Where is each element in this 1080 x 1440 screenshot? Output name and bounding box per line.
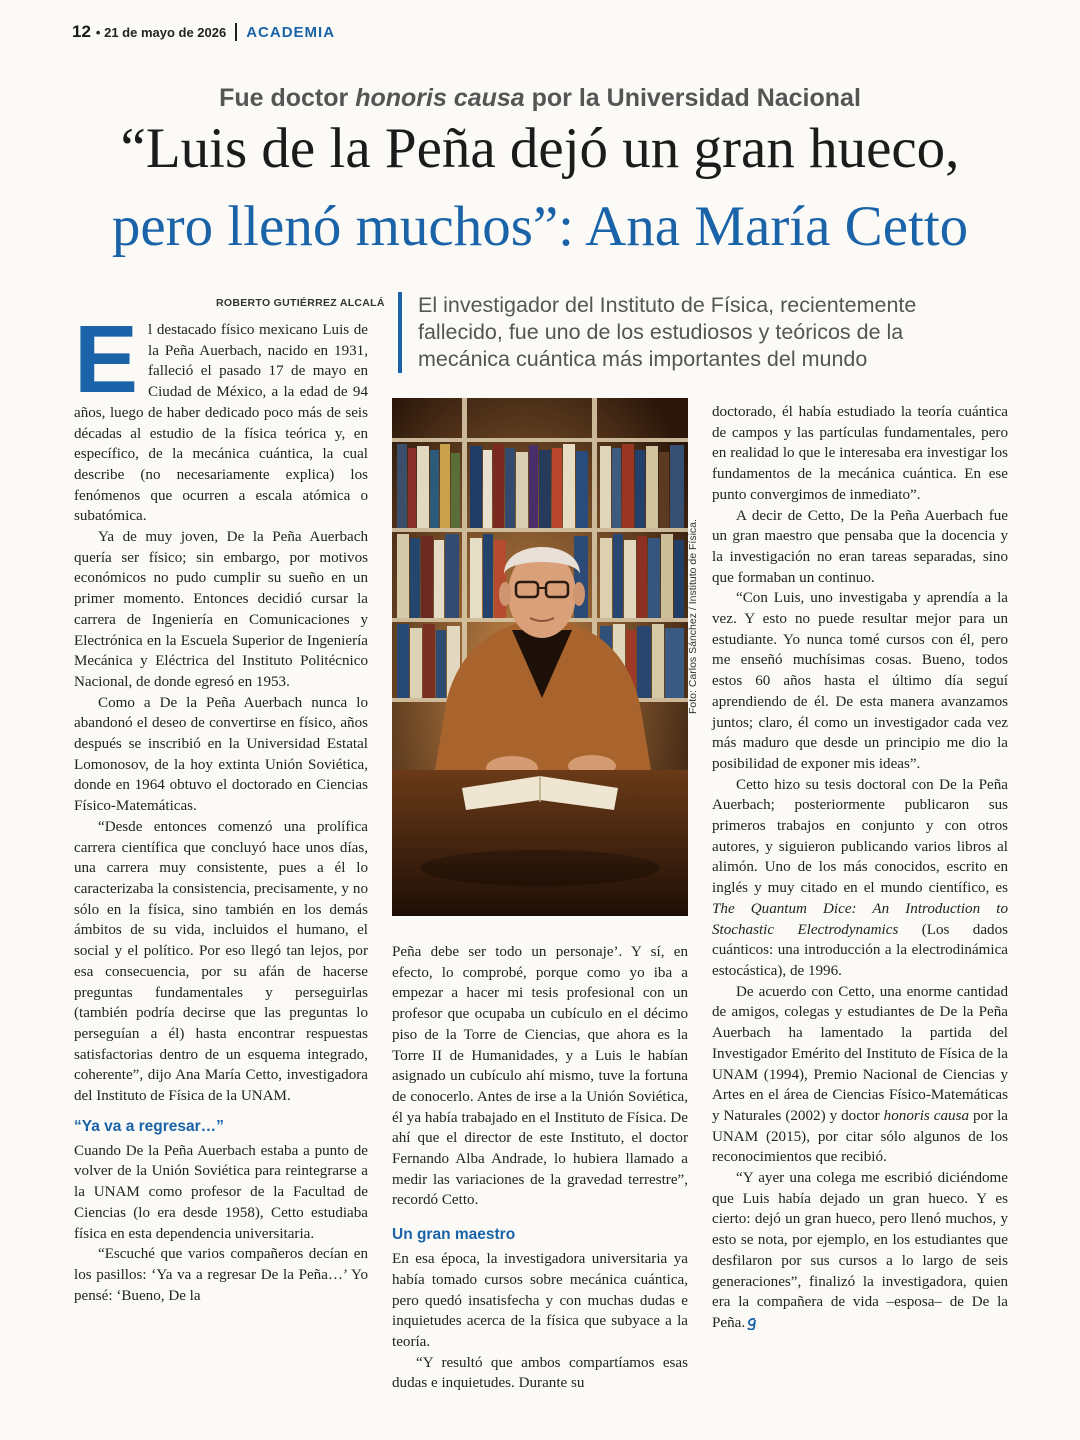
paragraph-7: Peña debe ser todo un personaje’. Y sí, en efecto, lo comprobé, porque como yo iba a empezar a hacer mi tesis profesional con un profesor que ocupaba un cubículo en el décimo piso de la Torre de Ciencias, que ahora es la Torre II de Humanidades, y a Luis le habían asignado un cubículo ahí mismo, tuve la fortuna de conocerlo. Antes de irse a la Unión Soviética, él ya había trabajado en el Instituto de Física. De ahí que el director de este Instituto, el doctor Fernando Alba Andrade, lo hubiera llamado a medir las variaciones de la gravedad terrestre”, recordó Cetto. xyxy=(392,944,688,1209)
paragraph-14 xyxy=(712,982,1008,1168)
headline-line-2: pero llenó muchos”: Ana María Cetto xyxy=(111,195,969,258)
kicker-italic: honoris causa xyxy=(355,84,525,112)
paragraph-6: “Escuché que varios compañeros decían en los pasillos: ‘Ya va a regresar De la Peña…’ Yo pensé: ‘Bueno, De la xyxy=(74,1246,368,1304)
paragraph-14-text-b: por la UNAM (2015), por citar sólo algunos de los reconocimientos que recibió. xyxy=(712,1107,1009,1166)
portrait-illustration xyxy=(392,398,688,916)
paragraph-15-text: “Y ayer una colega me escribió diciéndome que Luis había dejado un gran hueco. Y es cierto: dejó un gran hueco, pero llenó muchos, y esto se nota, por ejemplo, en los estudiantes que desfilaron por sus cursos a lo largo de seis generaciones”, finalizó la investigadora, quien era la compañera de vida –esposa– de De la Peña. xyxy=(712,1170,1008,1331)
paragraph-12: “Con Luis, uno investigaba y aprendía a la vez. Y esto no puede resultar mejor para un estudiante. Yo nunca tomé cursos con él, pero me enseñó muchísimas cosas. Bueno, todos estos 60 años hasta el último día seguí aprendiendo de él. De esta manera avanzamos juntos; claro, él como un investigador cada vez más maduro que desde un principio me dio la posibilidad de exponer mis ideas”. xyxy=(712,590,1008,772)
deck-summary: El investigador del Instituto de Física, recientemente fallecido, fue uno de los estudiosos y teóricos de la mecánica cuántica más importantes del mundo xyxy=(398,292,998,373)
paragraph-13-text-a: Cetto hizo su tesis doctoral con De la Peña Auerbach; posteriormente publicaron sus primeros trabajos en conjunto y con otros autores, y siguieron publicando varios libros al alimón. Uno de los más conocidos, escrito en inglés y muy citado en el mundo científico, es xyxy=(712,776,1008,897)
paragraph-5: Cuando De la Peña Auerbach estaba a punto de volver de la Unión Soviética para reintegrarse a la UNAM como profesor de la Facultad de Ciencias (lo era desde 1958), Cetto estudiaba física en esta dependencia universitaria. xyxy=(74,1142,368,1242)
paragraph-8: En esa época, la investigadora universitaria ya había tomado cursos sobre mecánica cuántica, pero quedó insatisfecha y con muchas dudas e inquietudes acerca de la física que subyace a la teoría. xyxy=(392,1251,688,1350)
headline-line-1: “Luis de la Peña dejó un gran hueco, xyxy=(120,117,960,180)
page-folio xyxy=(72,20,335,44)
issue-date: • 21 de mayo de 2026 xyxy=(95,24,227,40)
paragraph-14-text-a: De acuerdo con Cetto, una enorme cantidad de amigos, colegas y estudiantes de De la Peña Auerbach ha lamentado la partida del Investigador Emérito del Instituto de Física de la UNAM (1994), Premio Nacional de Ciencias y Artes en el área de Ciencias Físico-Matemáticas y Naturales (2002) y doctor xyxy=(712,983,1008,1124)
article-column-2 xyxy=(392,942,688,1394)
paragraph-1-text: l destacado físico mexicano Luis de la Peña Auerbach, nacido en 1931, falleció el pasado 17 de mayo en Ciudad de México, a la edad de 94 años, luego de haber dedicado poco más de seis décadas al estudio de la física teórica y, en específico, de la mecánica cuántica, la cual describe (no necesariamente explica) los fenómenos que ocurren a escala atómica o subatómica. xyxy=(74,322,368,525)
kicker-text-end: por la Universidad Nacional xyxy=(524,84,861,112)
paragraph-9: “Y resultó que ambos compartíamos esas dudas e inquietudes. Durante su xyxy=(392,1354,688,1392)
paragraph-13-text-b: (Los dados cuánticos: una introducción a la electrodinámica estocástica), de 1996. xyxy=(712,921,1008,979)
photo-credit: Foto: Carlos Sánchez / Instituto de Física. xyxy=(687,519,699,714)
paragraph-2: Ya de muy joven, De la Peña Auerbach quería ser físico; sin embargo, por motivos económicos no pudo cumplir su sueño en un primer momento. Entonces decidió cursar la carrera de Ingeniería en Comunicaciones y Electrónica en la Escuela Superior de Ingeniería Mecánica y Eléctrica del Instituto Politécnico Nacional, de donde egresó en 1953. xyxy=(74,529,368,690)
kicker-text-start: Fue doctor xyxy=(219,84,356,112)
paragraph-10: doctorado, él había estudiado la teoría cuántica de campos y las partículas fundamentales, pero en realidad lo que le interesaba era investigar los fundamentos de la mecánica cuántica. En ese punto convergimos de inmediato”. xyxy=(712,404,1008,503)
drop-cap: E xyxy=(74,306,139,413)
portrait-photo xyxy=(392,398,688,916)
article-column-3 xyxy=(712,402,1008,1334)
honoris-causa-italic: honoris causa xyxy=(883,1107,970,1124)
byline: ROBERTO GUTIÉRREZ ALCALÁ xyxy=(216,297,385,309)
page-number: 12 xyxy=(72,22,91,41)
paragraph-1 xyxy=(74,306,368,527)
subhead-un-gran-maestro: Un gran maestro xyxy=(392,1226,516,1244)
gaceta-end-icon xyxy=(745,1316,759,1330)
article-column-1 xyxy=(74,306,368,1306)
paragraph-13 xyxy=(712,775,1008,982)
paragraph-11: A decir de Cetto, De la Peña Auerbach fue un gran maestro que pensaba que la docencia y la investigación no eran tareas separadas, sino que formaban un continuo. xyxy=(712,507,1008,586)
paragraph-4: “Desde entonces comenzó una prolífica carrera científica que concluyó hace unos días, una carrera muy consistente, pues a él lo caracterizaba la consistencia, precisamente, y no sólo en la física, sino también en los demás ámbitos de su vida, incluidos el humano, el social y el político. Por eso llegó tan lejos, por esa consecuencia, por su afán de hacerse preguntas fundamentales y perseguirlas (también podría decirse que las preguntas lo perseguían a él) hasta encontrar respuestas satisfactorias dentro de un esquema integrado, coherente”, dijo Ana María Cetto, investigadora del Instituto de Física de la UNAM. xyxy=(74,818,368,1105)
folio-divider xyxy=(235,23,237,41)
section-label: ACADEMIA xyxy=(246,23,336,41)
paragraph-3: Como a De la Peña Auerbach nunca lo abandonó el deseo de convertirse en físico, años después se inscribió en la Universidad Estatal Lomonosov, de la hoy extinta Unión Soviética, donde en 1964 obtuvo el doctorado en Ciencias Físico-Matemáticas. xyxy=(74,694,368,815)
book-title: The Quantum Dice: An Introduction to Stochastic Electrodynamics xyxy=(712,900,1008,938)
subhead-ya-va-a-regresar: “Ya va a regresar…” xyxy=(74,1117,224,1135)
kicker xyxy=(0,84,1080,113)
paragraph-15 xyxy=(712,1168,1008,1334)
